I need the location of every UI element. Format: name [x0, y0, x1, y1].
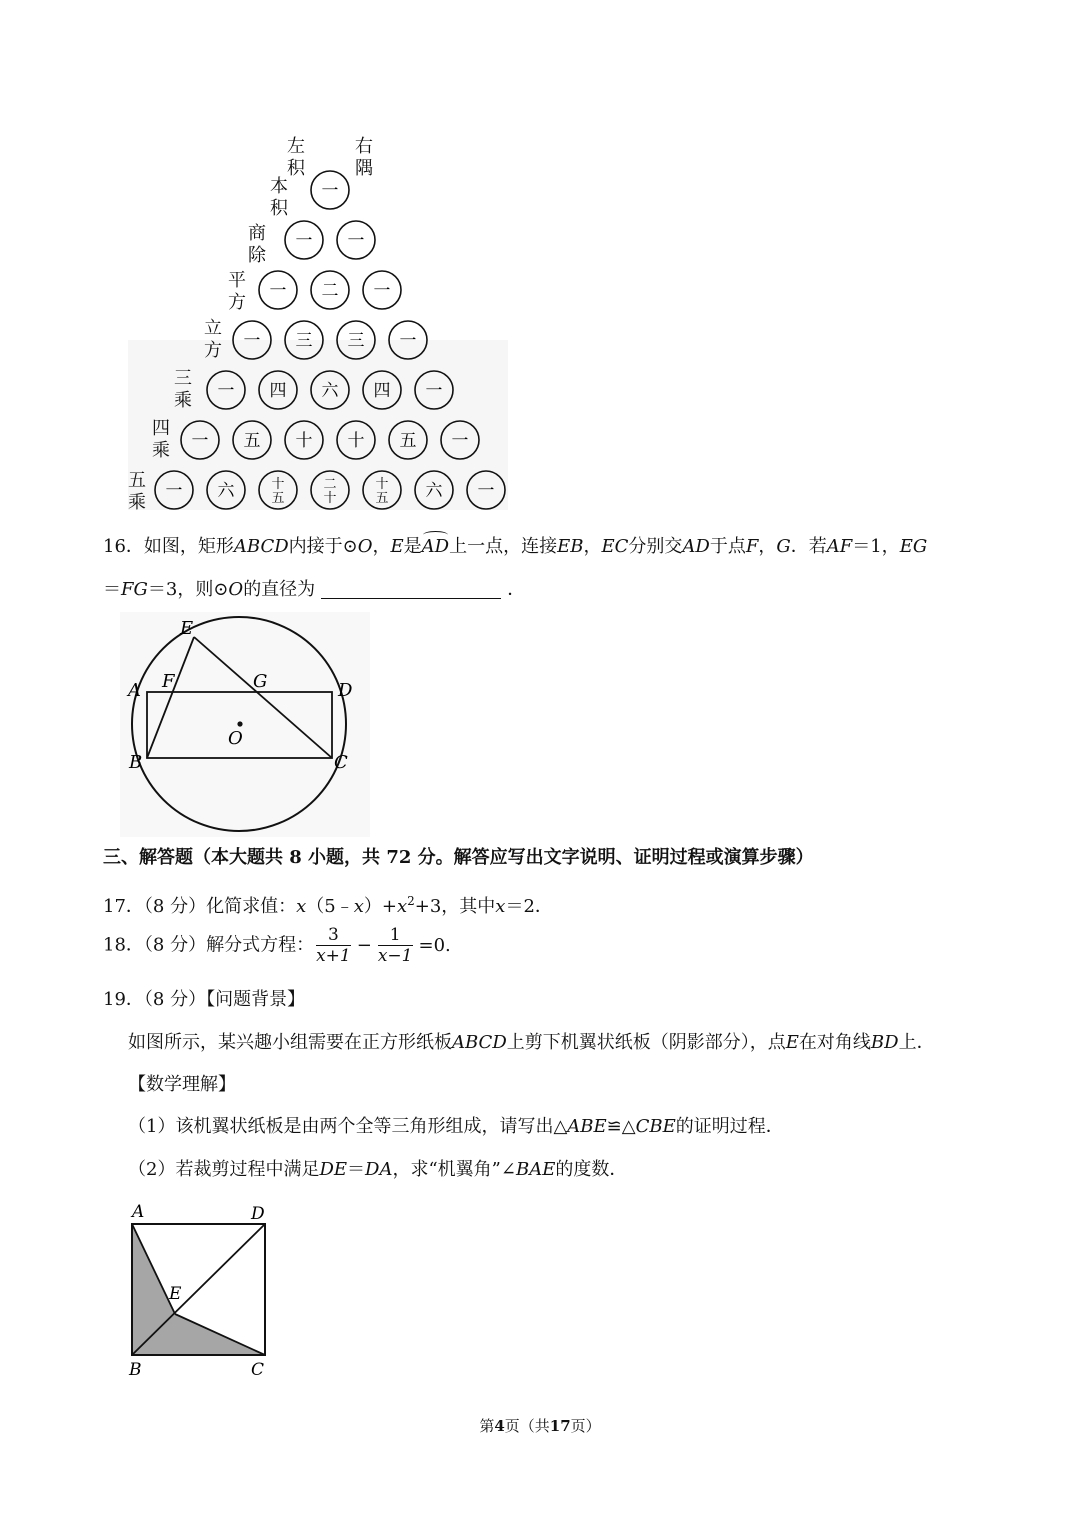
- triangle-numeral: 四: [269, 381, 287, 401]
- triangle-numeral: 一: [373, 281, 391, 301]
- triangle-numeral: 一: [477, 481, 495, 501]
- label-ben-ji: 本 积: [270, 176, 288, 219]
- fraction-2: $\frac{1}{x-1}$: [377, 925, 413, 966]
- triangle-numeral: 一: [165, 481, 183, 501]
- triangle-numeral: 一: [347, 231, 365, 251]
- label-o: O: [228, 728, 243, 749]
- triangle-numeral: 一: [269, 281, 287, 301]
- fraction-1: $\frac{3}{x+1}$: [316, 925, 351, 966]
- q18: 18．（8 分）解分式方程： $\frac{3}{x+1}$ − $\frac{1}{x-1}$ =0.: [103, 925, 451, 966]
- q17-number: 17．: [103, 896, 144, 917]
- triangle-numeral: 五: [399, 431, 417, 451]
- label-a: A: [132, 1202, 145, 1222]
- label-d: D: [338, 680, 353, 701]
- label-g: G: [253, 671, 268, 692]
- triangle-numeral: 四: [373, 381, 391, 401]
- q19-part2: （2）若裁剪过程中满足DE＝DA，求“机翼角”∠BAE的度数．: [128, 1159, 628, 1180]
- triangle-numeral: 一: [295, 231, 313, 251]
- label-e: E: [169, 1284, 182, 1304]
- triangle-numeral: 二十: [323, 477, 337, 506]
- arc-ad: AD: [422, 534, 449, 560]
- triangle-numeral: 三: [347, 331, 365, 351]
- q19-title: 19．（8 分）【问题背景】: [103, 989, 306, 1010]
- triangle-numeral: 十五: [375, 477, 389, 506]
- label-f: F: [162, 671, 175, 692]
- q16-line2: ＝FG＝3，则⊙O的直径为 ．: [103, 579, 526, 600]
- label-shang-chu: 商 除: [248, 223, 266, 266]
- label-c: C: [334, 752, 348, 773]
- q19-background-text: 如图所示，某兴趣小组需要在正方形纸板ABCD上剪下机翼状纸板（阴影部分），点E在对角线BD上．: [128, 1032, 935, 1053]
- triangle-numeral: 一: [425, 381, 443, 401]
- triangle-numeral: 六: [321, 381, 339, 401]
- triangle-numeral: 一: [217, 381, 235, 401]
- q16-figure: [120, 612, 370, 837]
- label-si-cheng: 四 乘: [152, 418, 170, 461]
- center-dot: [237, 721, 242, 726]
- q19-part1: （1）该机翼状纸板是由两个全等三角形组成，请写出△ABE≌△CBE的证明过程．: [128, 1116, 784, 1137]
- label-c: C: [251, 1360, 265, 1380]
- label-wu-cheng: 五 乘: [128, 470, 146, 513]
- triangle-numeral: 一: [321, 181, 339, 201]
- label-b: B: [129, 1360, 142, 1380]
- page-footer: 第4页（共17页）: [479, 1417, 601, 1435]
- label-san-cheng: 三 乘: [174, 368, 192, 411]
- q18-number: 18．: [103, 934, 144, 956]
- section-3-heading: 三、解答题（本大题共 8 小题，共 72 分。解答应写出文字说明、证明过程或演算步骤）: [103, 847, 814, 868]
- answer-blank[interactable]: [321, 580, 501, 599]
- label-a: A: [128, 680, 141, 701]
- q19-math-title: 【数学理解】: [128, 1074, 236, 1095]
- jia-xian-triangle: [120, 130, 520, 520]
- triangle-numeral: 十: [295, 431, 313, 451]
- label-you-yu: 右 隅: [355, 136, 373, 179]
- triangle-numeral: 六: [217, 481, 235, 501]
- q19-figure: [120, 1198, 280, 1383]
- triangle-numeral: 二: [321, 281, 339, 301]
- triangle-circles: [120, 130, 520, 520]
- triangle-numeral: 十五: [271, 477, 285, 506]
- triangle-numeral: 六: [425, 481, 443, 501]
- triangle-numeral: 五: [243, 431, 261, 451]
- triangle-numeral: 一: [451, 431, 469, 451]
- label-e: E: [180, 618, 194, 639]
- triangle-numeral: 一: [191, 431, 209, 451]
- label-ping-fang: 平 方: [228, 270, 246, 313]
- triangle-numeral: 三: [295, 331, 313, 351]
- label-li-fang: 立 方: [204, 318, 222, 361]
- triangle-numeral: 一: [243, 331, 261, 351]
- triangle-numeral: 一: [399, 331, 417, 351]
- triangle-numeral: 十: [347, 431, 365, 451]
- label-zuo-ji: 左 积: [287, 136, 305, 179]
- label-b: B: [129, 752, 143, 773]
- q17: 17．（8 分）化简求值：$x(5﹣x)+x^2+3$，其中x＝2．: [103, 894, 553, 917]
- q16-number: 16．: [103, 536, 144, 557]
- q19-number: 19．: [103, 989, 144, 1010]
- q16-line1: 16．如图，矩形ABCD内接于⊙O，E是AD上一点，连接EB，EC分别交AD于点F，G．若AF＝1，EG: [103, 534, 927, 560]
- label-d: D: [251, 1204, 265, 1224]
